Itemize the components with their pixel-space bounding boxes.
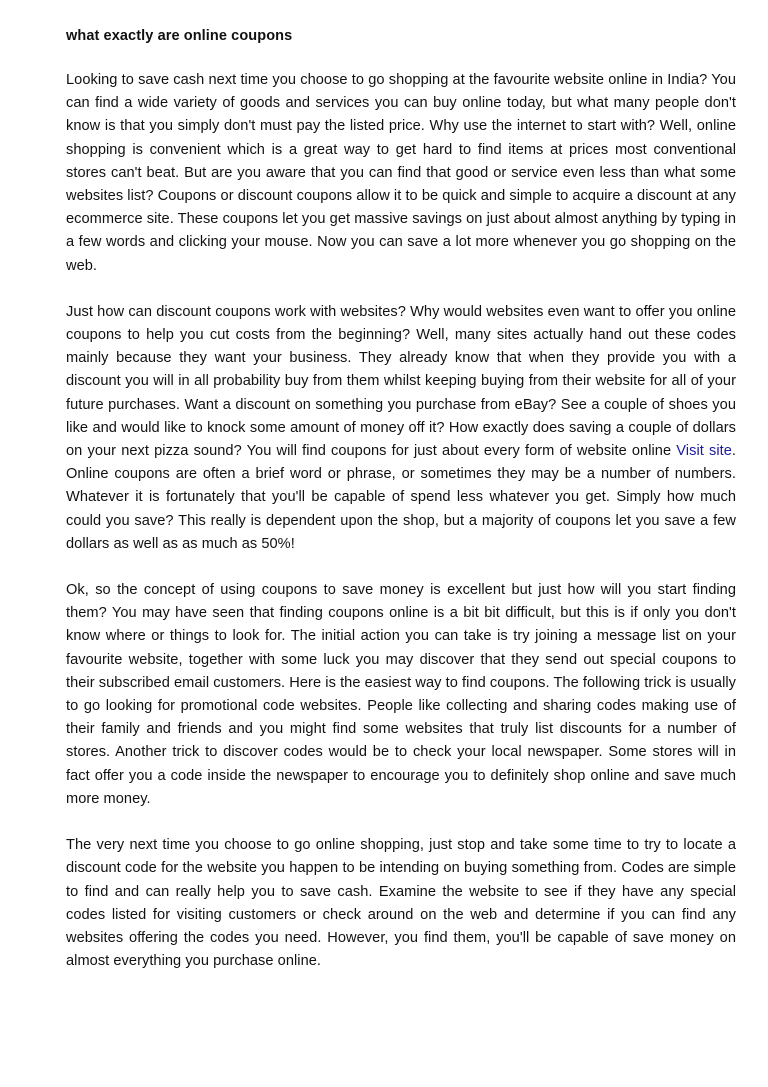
paragraph-4: The very next time you choose to go online shopping, just stop and take some time to try to locate a discount code for the website you happen to be intending on buying something from. Codes are simple to find and can really help you to save cash. Examine the website to see if they have any special codes listed for visiting customers or check around on the web and determine if you can find any websites offering the codes you need. However, you find them, you'll be capable of save money on almost everything you purchase online.	[66, 837, 736, 970]
visit-site-link[interactable]: Visit site	[676, 443, 732, 460]
paragraph-3: Ok, so the concept of using coupons to save money is excellent but just how will you start finding them? You may have seen that finding coupons online is a bit bit difficult, but this is if only you don't know where or things to look for. The initial action you can take is try joining a message list on your favourite website, together with some luck you may discover that they send out special coupons to their subscribed email customers. Here is the easiest way to find coupons. The following trick is usually to go looking for promotional code websites. People like collecting and sharing codes making use of their family and friends and you might find some websites that truly list discounts for a number of stores. Another trick to discover codes would be to check your local newspaper. Some stores will in fact offer you a code inside the newspaper to encourage you to definitely shop online and save much more money.	[66, 582, 736, 807]
paragraph-1: Looking to save cash next time you choose to go shopping at the favourite website online in India? You can find a wide variety of goods and services you can buy online today, but what many people don't know is that you simply don't must pay the listed price. Why use the internet to start with? Well, online shopping is convenient which is a great way to get hard to find items at prices most conventional stores can't beat. But are you aware that you can find that good or service even less than what some websites list? Coupons or discount coupons allow it to be quick and simple to acquire a discount at any ecommerce site. These coupons let you get massive savings on just about almost anything by typing in a few words and clicking your mouse. Now you can save a lot more whenever you go shopping on the web.	[66, 72, 736, 274]
paragraph-2-text-after-link: . Online coupons are often a brief word or phrase, or sometimes they may be a number of numbers. Whatever it is fortunately that you'll be capable of spend less whatever you get. Simply how much could you save? This really is dependent upon the shop, but a majority of coupons let you save a few dollars as well as as much as 50%!	[66, 443, 736, 552]
document-title: what exactly are online coupons	[66, 28, 293, 44]
paragraph-2	[66, 301, 736, 556]
paragraph-2-text-before-link: Just how can discount coupons work with websites? Why would websites even want to offer you online coupons to help you cut costs from the beginning? Well, many sites actually hand out these codes mainly because they want your business. They already know that when they provide you with a discount you will in all probability buy from them whilst keeping buying from their website for all of your future purchases. Want a discount on something you purchase from eBay? See a couple of shoes you like and would like to knock some amount of money off it? How exactly does saving a couple of dollars on your next pizza sound? You will find coupons for just about every form of website online	[66, 303, 736, 460]
